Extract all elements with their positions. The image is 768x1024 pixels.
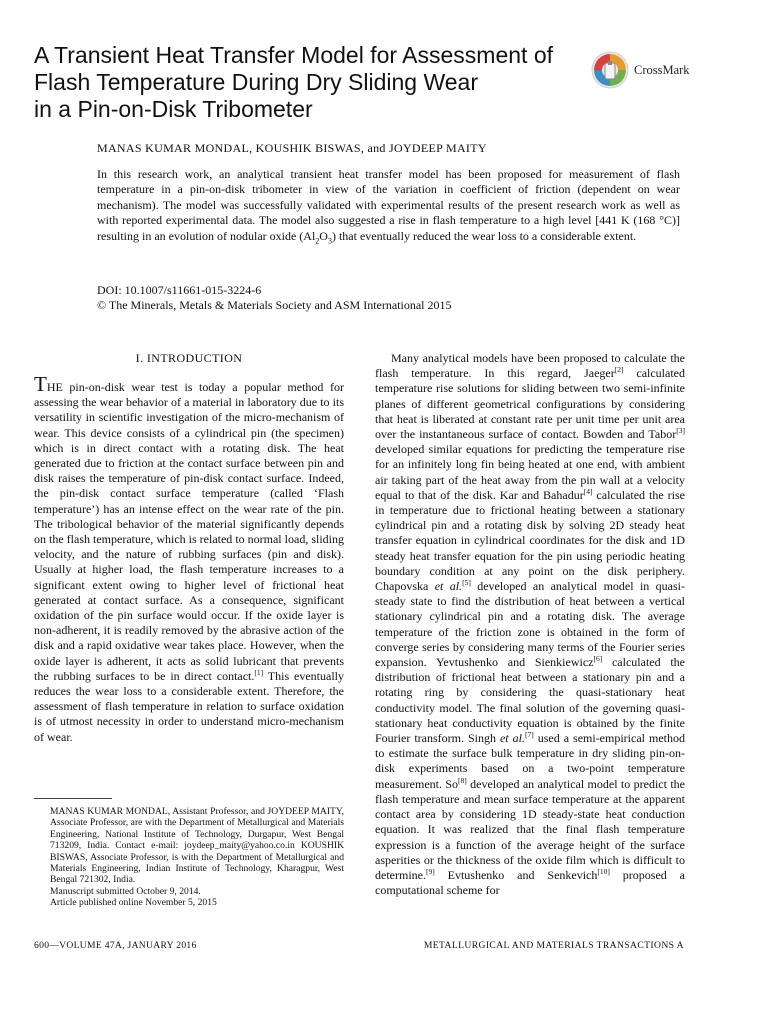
reference-9[interactable]: [9] — [425, 866, 435, 876]
paragraph-text: calculated temperature rise solutions for sliding between two semi-infinite planes of different geometrical configurations by considering that heat is liberated at constant rate per unit time per unit area over the instantaneous surface of contact. Bowden and Tabor — [375, 366, 685, 442]
paragraph-text: developed an analytical model in quasi-steady state to find the distribution of heat between a vertical stationary cylindrical pin and a rotating disk. The average temperature of the friction zone is obtained in the form of converge series by considering many terms of the Fourier series expansion. Yevtushenko and Sienkiewicz — [375, 579, 685, 670]
paragraph-text: calculated the distribution of frictional heat between a stationary pin and a rotating ring by considering the quasi-stationary heat conductivity model. The final solution of the governing quasi-stationary heat conductivity equation is obtained by the finite Fourier transform. Singh — [375, 655, 685, 746]
crossmark-label: CrossMark — [634, 62, 690, 77]
manuscript-submitted: Manuscript submitted October 9, 2014. — [50, 885, 201, 897]
title-line-3: in a Pin-on-Disk Tribometer — [34, 96, 313, 122]
reference-10[interactable]: [10] — [597, 866, 610, 876]
title-line-2: Flash Temperature During Dry Sliding Wear — [34, 69, 478, 95]
paragraph-text: Many analytical models have been proposed to calculate the flash temperature. In this regard, Jaeger — [375, 351, 685, 381]
abstract-subscript-3: 3 — [327, 236, 332, 246]
left-column — [34, 351, 344, 745]
reference-8[interactable]: [8] — [458, 775, 467, 785]
drop-cap: T — [34, 372, 47, 396]
et-al: et al. — [499, 731, 525, 746]
abstract-subscript-2: 2 — [315, 236, 320, 246]
intro-paragraph-2 — [375, 351, 685, 898]
footer-page-info: 600—VOLUME 47A, JANUARY 2016 — [34, 940, 197, 951]
reference-6[interactable]: [6] — [593, 654, 603, 664]
abstract-text-3: ) that eventually reduced the wear loss to a considerable extent. — [331, 228, 637, 243]
paragraph-text: proposed a computational scheme for — [375, 867, 685, 898]
article-published: Article published online November 5, 2015 — [50, 897, 217, 909]
reference-4[interactable]: [4] — [583, 486, 593, 496]
intro-text-2: This eventually reduces the wear loss to a considerable extent. Therefore, the assessment of flash temperature in relation to surface oxidation is of utmost necessity in order to understand micro-mechanism of wear. — [34, 668, 344, 744]
footnote-divider — [34, 798, 112, 799]
et-al: et al. — [434, 579, 463, 594]
title-line-1: A Transient Heat Transfer Model for Assessment of — [34, 42, 554, 68]
author-list: MANAS KUMAR MONDAL, KOUSHIK BISWAS, and JOYDEEP MAITY — [97, 141, 487, 155]
paragraph-text: developed an analytical model to predict the flash temperature and mean surface temperature at the apparent contact area by considering 1D steady-state heat conduction equation. It was realized that the final flash temperature expression is a function of the average height of the surface asperities or the thickness of the oxide film which is difficult to determine. — [375, 776, 685, 882]
reference-5[interactable]: [5] — [462, 578, 471, 588]
reference-7[interactable]: [7] — [524, 730, 534, 740]
abstract-text-1: In this research work, an analytical transient heat transfer model has been proposed for measurement of flash temperature in a pin-on-disk tribometer in view of the variation in coefficient of friction (dependent on wear mechanism). The model was successfully validated with experimental results of the present research work as well as with reported experimental data. The model also suggested a rise in flash temperature to a high level [441 K (168 °C)] resulting in an evolution of nodular oxide (Al — [97, 167, 680, 243]
reference-3[interactable]: [3] — [676, 426, 685, 436]
intro-paragraph-1 — [34, 372, 344, 745]
reference-1[interactable]: [1] — [254, 667, 264, 677]
crossmark-icon — [590, 50, 630, 90]
paragraph-text: used a semi-empirical method to estimate the surface bulk temperature in dry sliding pin-on-disk experiments based on a two-point temperature measurement. So — [375, 731, 685, 791]
section-heading-introduction: I. INTRODUCTION — [135, 351, 243, 365]
reference-2[interactable]: [2] — [614, 365, 624, 375]
right-column — [375, 351, 685, 898]
author-affiliations: MANAS KUMAR MONDAL, Assistant Professor, and JOYDEEP MAITY, Associate Professor, are with the Department of Metallurgical and Materials Engineering, National Institute of Technology, Durgapur, West Bengal 713209, India. Contact e-mail: joydeep_maity@yahoo.co.in KOUSHIK BISWAS, Associate Professor, is with the Department of Metallurgical and Materials Engineering, Indian Institute of Technology, Kharagpur, West Bengal 721302, India. — [50, 806, 344, 886]
paragraph-text: developed similar equations for predicting the temperature rise for an infinitely long fin being heated at one end, with ambient air taking part of the heat away from the pin wall at a velocity equal to that of the disk. Kar and Bahadur — [375, 442, 685, 502]
doi-block — [97, 283, 452, 314]
footer-journal-name: METALLURGICAL AND MATERIALS TRANSACTIONS A — [423, 940, 684, 951]
intro-text-1: HE pin-on-disk wear test is today a popular method for assessing the wear behavior of a material in laboratory due to its versatility in scientific investigation of the micro-mechanism of wear. This device consists of a cylindrical pin (the specimen) which is in direct contact with a rotating disk. The heat generated due to friction at the contact surface between pin and disk raises the temperature of pin-disk contact surface. Indeed, the pin-disk contact surface temperature (called ‘Flash temperature’) has an intense effect on the wear rate of the pin. The tribological behavior of the material significantly depends on the flash temperature, which is related to normal load, sliding velocity, and the nature of rubbing surfaces (pin and disk). Usually at higher load, the flash temperature increases to a significant extent owing to higher level of frictional heat generated at contact surface. As a consequence, significant oxidation of the pin surface would occur. If the oxide layer is non-adherent, it is readily removed by the abrasive action of the disk and a rapid oxidative wear takes place. However, when the oxide layer is adherent, it acts as solid lubricant that prevents the rubbing surfaces to be in direct contact. — [34, 380, 344, 683]
footnotes — [34, 806, 344, 909]
paragraph-text: calculated the rise in temperature due to frictional heating between a stationary cylindrical pin and a rotating disk by solving 2D steady heat transfer equation in cylindrical coordinates for the disk and 1D steady heat transfer equation for the pin using periodic heating boundary condition at any point on the disk periphery. Chapovska — [375, 487, 685, 594]
abstract-text-2: O — [319, 228, 328, 243]
paragraph-text: Evtushenko and Senkevich — [434, 867, 598, 882]
doi-link[interactable]: DOI: 10.1007/s11661-015-3224-6 — [97, 283, 262, 297]
abstract — [97, 167, 680, 244]
article-title — [34, 42, 574, 123]
copyright-line: © The Minerals, Metals & Materials Society and ASM International 2015 — [97, 298, 452, 313]
crossmark-badge[interactable] — [590, 48, 700, 92]
